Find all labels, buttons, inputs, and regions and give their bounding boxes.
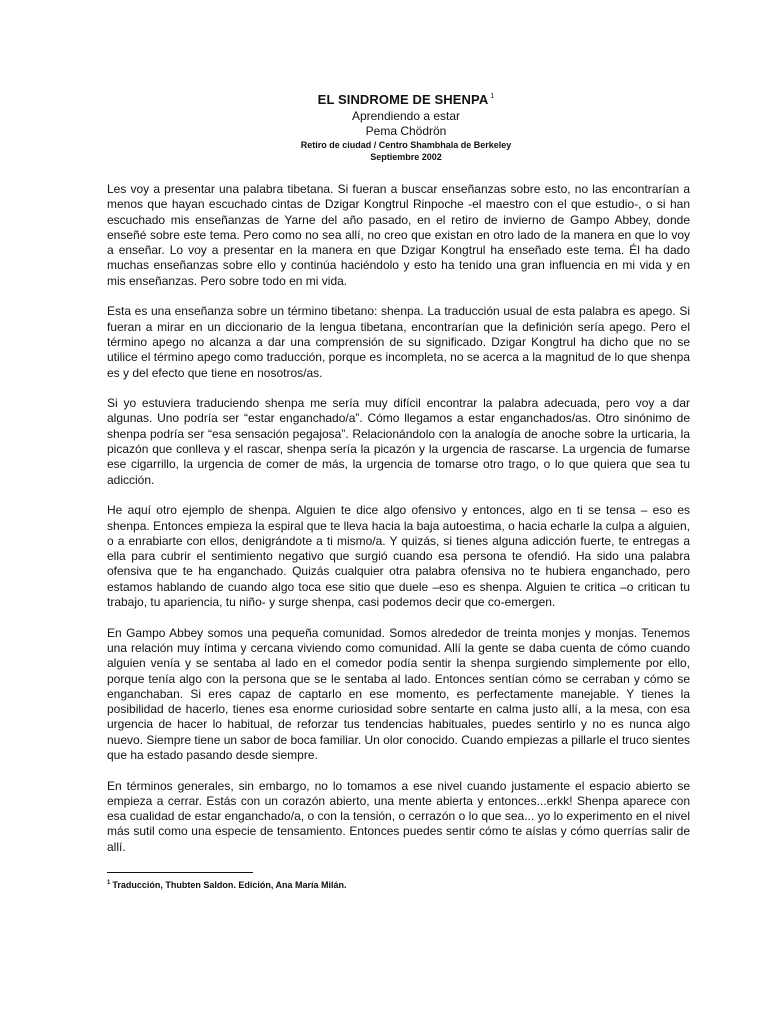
document-subtitle: Aprendiendo a estar xyxy=(351,109,461,123)
paragraph: Esta es una enseñanza sobre un término tibetano: shenpa. La traducción usual de esta palabra es apego. Si fueran a mirar en un diccionario de la lengua tibetana, encontrarían que la definición sería apego. Pero el término apego no alcanza a dar una comprensión de su significado. Dzigar Kongtrul ha dicho que no se utilice el término apego como traducción, porque es incompleta, no se acerca a la magnitud de lo que shenpa es y del efecto que tiene en nosotros/as. xyxy=(107,304,690,380)
paragraph: En Gampo Abbey somos una pequeña comunidad. Somos alrededor de treinta monjes y monjas. Tenemos una relación muy íntima y cercana viviendo como comunidad. Allí la gente se daba cuenta de cómo cuando alguien venía y se sentaba al lado en el comedor podía sentir la shenpa surgiendo simplemente por ello, porque tenía algo con la persona que se le sentaba al lado. Entonces sentían cómo se cerraban y cómo se enganchaban. Si eres capaz de captarlo en ese momento, es perfectamente manejable. Y tienes la posibilidad de hacerlo, tienes esa enorme curiosidad sobre sentarte en calma justo allí, a la mesa, con esa urgencia de hacer lo habitual, de reforzar tus tendencias habituales, puedes sentirlo y no es nunca algo nuevo. Siempre tiene un sabor de boca familiar. Un olor conocido. Cuando empiezas a pillarle el truco sientes que ha estado pasando desde siempre. xyxy=(107,625,690,762)
paragraph: Si yo estuviera traduciendo shenpa me sería muy difícil encontrar la palabra adecuada, pero voy a dar algunas. Uno podría ser “estar enganchado/a”. Cómo llegamos a estar enganchados/as. Otro sinónimo de shenpa podría ser “esa sensación pegajosa”. Relacionándolo con la analogía de anoche sobre la urticaria, la picazón que conlleva y el rascar, shenpa sería la picazón y la urgencia de rascarse. La urgencia de fumarse ese cigarrillo, la urgencia de comer de más, la urgencia de tomarse otro trago, o lo que quiera que sea tu adicción. xyxy=(107,396,690,487)
footnote-marker: 1 xyxy=(107,880,111,886)
document-title xyxy=(0,89,768,108)
document-author: Pema Chödrön xyxy=(365,124,447,138)
paragraph: Les voy a presentar una palabra tibetana. Si fueran a buscar enseñanzas sobre esto, no las encontrarían a menos que hayan escuchado cintas de Dzigar Kongtrul Rinpoche -el maestro con el que estudio-, o si han escuchado mis enseñanzas de Yarne del año pasado, en el retiro de invierno de Gampo Abbey, donde enseñé sobre este tema. Pero como no sea allí, no creo que existan en otro lado de la manera en que lo voy a enseñar. Lo voy a presentar en la manera en que Dzigar Kongtrul ha enseñado este tema. Él ha dado muchas enseñanzas sobre ello y continúa haciéndolo y esto ha tenido una gran influencia en mi vida y en mis enseñanzas. Pero sobre todo en mi vida. xyxy=(107,182,690,288)
title-footnote-marker: 1 xyxy=(490,93,495,100)
document-header xyxy=(0,89,768,163)
document-venue: Retiro de ciudad / Centro Shambhala de Berkeley xyxy=(300,140,512,150)
footnote-text: Traducción, Thubten Saldon. Edición, Ana María Milán. xyxy=(112,880,347,890)
document-body xyxy=(107,182,690,870)
footnote xyxy=(107,877,690,891)
document-date: Septiembre 2002 xyxy=(370,152,442,162)
title-text: EL SINDROME DE SHENPA xyxy=(317,92,489,107)
footnote-separator xyxy=(107,872,253,873)
paragraph: He aquí otro ejemplo de shenpa. Alguien te dice algo ofensivo y entonces, algo en ti se tensa – eso es shenpa. Entonces empieza la espiral que te lleva hacia la baja autoestima, o hacia echarle la culpa a alguien, o a enrabiarte con ellos, denigrándote a ti mismo/a. Y quizás, si tienes alguna adicción fuerte, te entregas a ella para cubrir el sentimiento negativo que surgió cuando esa persona te ofendió. Ha sido una palabra ofensiva que te ha enganchado. Quizás cualquier otra palabra ofensiva no te hubiera enganchado, pero estamos hablando de cuando algo toca ese sitio que duele –eso es shenpa. Alguien te critica –o critican tu trabajo, tu apariencia, tu niño- y surge shenpa, casi podemos decir que co-emergen. xyxy=(107,503,690,610)
paragraph: En términos generales, sin embargo, no lo tomamos a ese nivel cuando justamente el espacio abierto se empieza a cerrar. Estás con un corazón abierto, una mente abierta y entonces...erkk! Shenpa aparece con esa cualidad de estar enganchado/a, o con la tensión, o cerrazón o lo que sea... yo lo experimento en el nivel más sutil como una especie de tensamiento. Entonces puedes sentir cómo te aíslas y cómo querrías salir de allí. xyxy=(107,778,690,854)
